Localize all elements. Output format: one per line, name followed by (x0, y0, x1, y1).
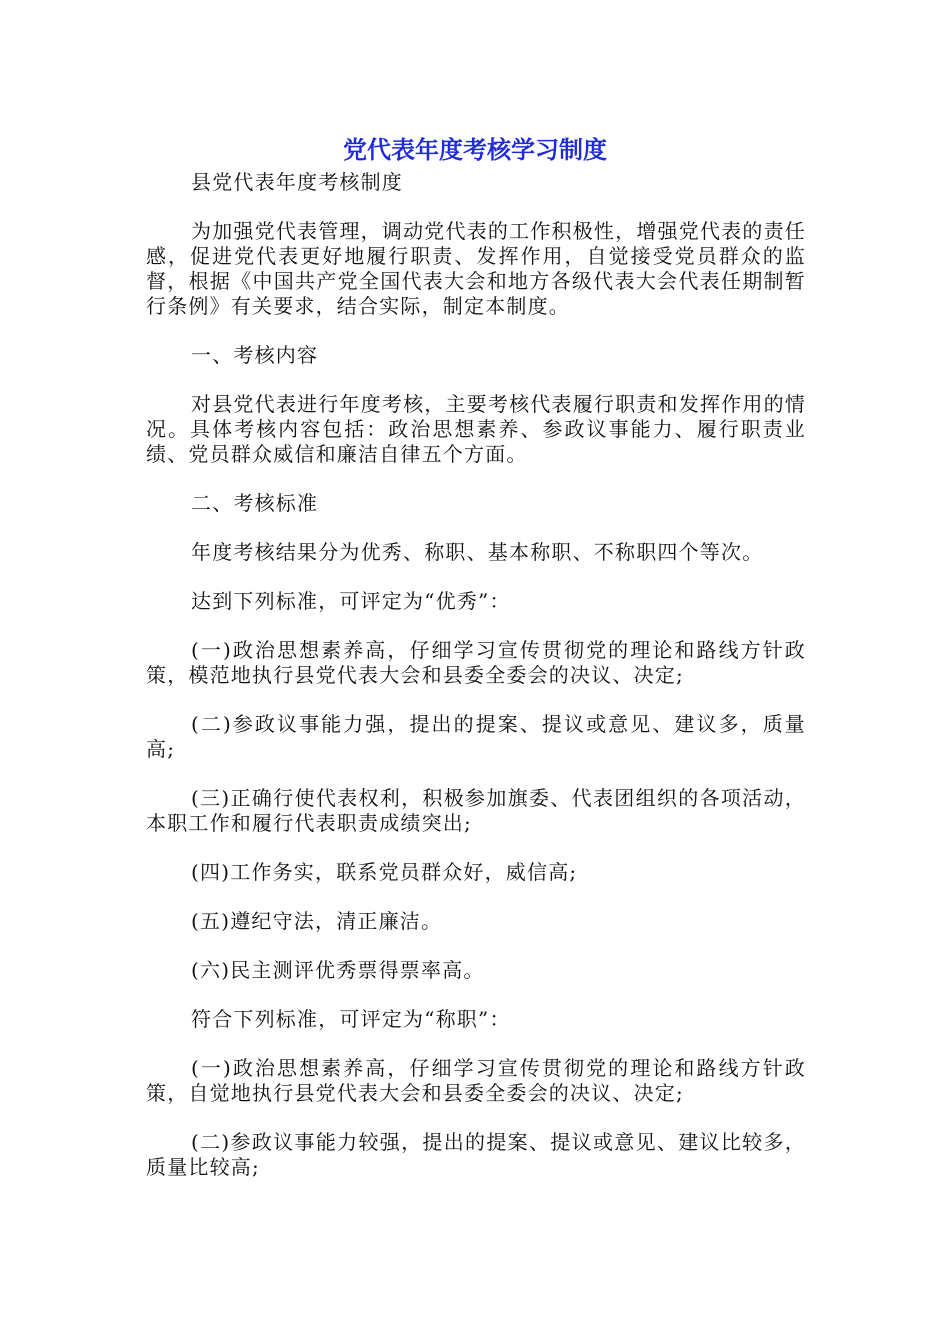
section-heading-content: 一、考核内容 (191, 343, 319, 367)
excellent-item-4: (四)工作务实，联系党员群众好，威信高; (191, 860, 578, 884)
excellent-item-6: (六)民主测评优秀票得票率高。 (191, 958, 485, 982)
document-title: 党代表年度考核学习制度 (343, 136, 607, 164)
competent-criteria-intro: 符合下列标准，可评定为“称职”： (191, 1007, 511, 1031)
intro-paragraph: 为加强党代表管理，调动党代表的工作积极性，增强党代表的责任感，促进党代表更好地履行职责、发挥作用，自觉接受党员群众的监督，根据《中国共产党全国代表大会和地方各级代表大会代表任期制暂行条例》有关要求，结合实际，制定本制度。 (146, 219, 806, 318)
content-paragraph: 对县党代表进行年度考核，主要考核代表履行职责和发挥作用的情况。具体考核内容包括：政治思想素养、参政议事能力、履行职责业绩、党员群众威信和廉洁自律五个方面。 (146, 392, 806, 466)
document-body (146, 170, 806, 1204)
competent-item-2: (二)参政议事能力较强，提出的提案、提议或意见、建议比较多，质量比较高; (146, 1130, 806, 1179)
excellent-item-1: (一)政治思想素养高，仔细学习宣传贯彻党的理论和路线方针政策，模范地执行县党代表大会和县委全委会的决议、决定; (146, 638, 806, 687)
excellent-criteria-intro: 达到下列标准，可评定为“优秀”： (191, 589, 511, 613)
excellent-item-5: (五)遵纪守法，清正廉洁。 (191, 909, 443, 933)
competent-item-1: (一)政治思想素养高，仔细学习宣传贯彻党的理论和路线方针政策，自觉地执行县党代表大会和县委全委会的决议、决定; (146, 1056, 806, 1105)
excellent-item-3: (三)正确行使代表权利，积极参加旗委、代表团组织的各项活动，本职工作和履行代表职责成绩突出; (146, 786, 806, 835)
subtitle-paragraph: 县党代表年度考核制度 (191, 170, 403, 194)
excellent-item-2: (二)参政议事能力强，提出的提案、提议或意见、建议多，质量高; (146, 712, 806, 761)
grade-levels-paragraph: 年度考核结果分为优秀、称职、基本称职、不称职四个等次。 (191, 540, 764, 564)
section-heading-standard: 二、考核标准 (191, 491, 319, 515)
